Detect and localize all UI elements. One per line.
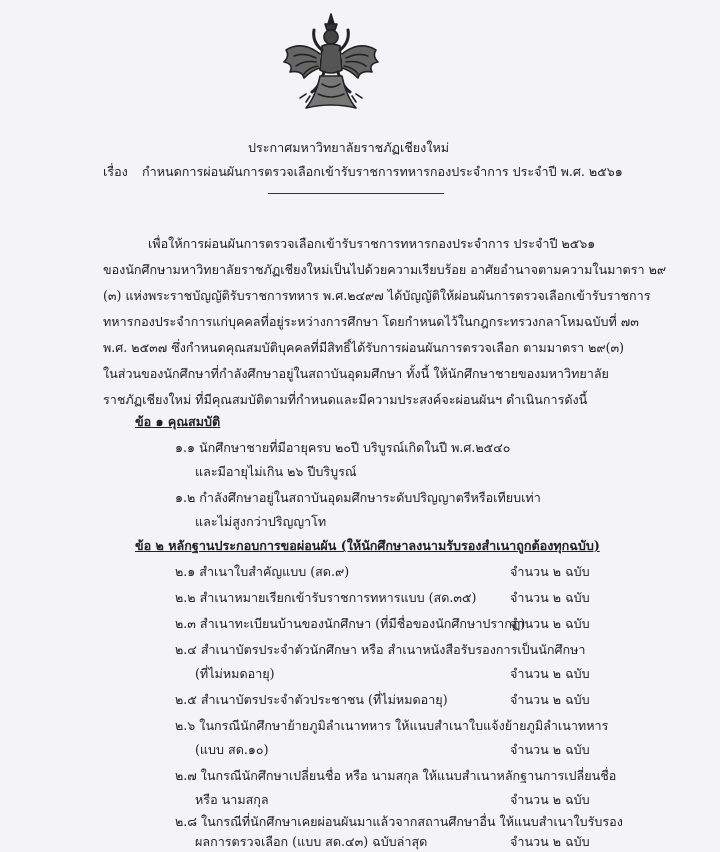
document-item: ๒.๑ สำเนาใบสำคัญแบบ (สด.๙) [175, 564, 350, 579]
document-item: ๒.๓ สำเนาทะเบียนบ้านของนักศึกษา (ที่มีชื่อของนักศึกษาปรากฏ) [175, 616, 526, 631]
preamble-line: ในส่วนของนักศึกษาที่กำลังศึกษาอยู่ในสถาบันอุดมศึกษา ทั้งนี้ ให้นักศึกษาชายของมหาวิทยาลัย [103, 366, 609, 381]
document-item: ๒.๒ สำเนาหมายเรียกเข้ารับราชการทหารแบบ (สด.๓๕) [175, 590, 477, 605]
document-item-count: จำนวน ๒ ฉบับ [510, 616, 590, 631]
garuda-emblem-icon [276, 10, 386, 122]
qualification-item-continued: และไม่สูงกว่าปริญญาโท [195, 514, 327, 529]
document-item-count: จำนวน ๒ ฉบับ [510, 590, 590, 605]
document-item-count: จำนวน ๒ ฉบับ [510, 834, 590, 849]
document-item-continued: (ที่ไม่หมดอายุ) [195, 666, 275, 681]
preamble-line: ทหารกองประจำการแก่บุคคลที่อยู่ระหว่างการศึกษา โดยกำหนดไว้ในกฎกระทรวงกลาโหมฉบับที่ ๗๓ [103, 314, 639, 329]
subject-text: กำหนดการผ่อนผันการตรวจเลือกเข้ารับราชการทหารกองประจำการ ประจำปี พ.ศ. ๒๕๖๑ [142, 164, 623, 179]
section-1-heading: ข้อ ๑ คุณสมบัติ [135, 414, 221, 429]
document-item-continued: หรือ นามสกุล [195, 792, 269, 807]
document-item-continued: (แบบ สด.๑๐) [195, 742, 269, 757]
document-item: ๒.๔ สำเนาบัตรประจำตัวนักศึกษา หรือ สำเนาหนังสือรับรองการเป็นนักศึกษา [175, 642, 586, 657]
title-divider [268, 193, 444, 194]
preamble-line: ของนักศึกษามหาวิทยาลัยราชภัฏเชียงใหม่เป็นไปด้วยความเรียบร้อย อาศัยอำนาจตามความในมาตรา ๒๙ [103, 262, 667, 277]
document-item-count: จำนวน ๒ ฉบับ [510, 792, 590, 807]
qualification-item: ๑.๒ กำลังศึกษาอยู่ในสถาบันอุดมศึกษาระดับปริญญาตรีหรือเทียบเท่า [175, 490, 541, 505]
section-2-heading: ข้อ ๒ หลักฐานประกอบการขอผ่อนผัน (ให้นักศึกษาลงนามรับรองสำเนาถูกต้องทุกฉบับ) [135, 538, 600, 553]
qualification-item: ๑.๑ นักศึกษาชายที่มีอายุครบ ๒๐ปี บริบูรณ์เกิดในปี พ.ศ.๒๕๔๐ [175, 440, 511, 455]
document-item: ๒.๘ ในกรณีที่นักศึกษาเคยผ่อนผันมาแล้วจากสถานศึกษาอื่น ให้แนบสำเนาใบรับรอง [175, 814, 623, 829]
document-item-continued: ผลการตรวจเลือก (แบบ สด.๔๓) ฉบับล่าสุด [195, 834, 428, 849]
preamble-line: เพื่อให้การผ่อนผันการตรวจเลือกเข้ารับราชการทหารกองประจำการ ประจำปี ๒๕๖๑ [148, 236, 596, 251]
subject-label: เรื่อง [103, 164, 128, 179]
document-item: ๒.๖ ในกรณีนักศึกษาย้ายภูมิลำเนาทหาร ให้แนบสำเนาใบแจ้งย้ายภูมิลำเนาทหาร [175, 718, 609, 733]
preamble-line: ราชภัฏเชียงใหม่ ที่มีคุณสมบัติตามที่กำหนดและมีความประสงค์จะผ่อนผันฯ ดำเนินการดังนี้ [103, 392, 588, 407]
preamble-line: พ.ศ. ๒๕๓๗ ซึ่งกำหนดคุณสมบัติบุคคลที่มีสิทธิ์ได้รับการผ่อนผันการตรวจเลือก ตามมาตรา ๒๙(๓) [103, 340, 625, 355]
qualification-item-continued: และมีอายุไม่เกิน ๒๖ ปีบริบูรณ์ [195, 464, 357, 479]
document-item-count: จำนวน ๒ ฉบับ [510, 742, 590, 757]
document-item: ๒.๕ สำเนาบัตรประจำตัวประชาชน (ที่ไม่หมดอายุ) [175, 692, 448, 707]
document-item: ๒.๗ ในกรณีนักศึกษาเปลี่ยนชื่อ หรือ นามสกุล ให้แนบสำเนาหลักฐานการเปลี่ยนชื่อ [175, 768, 617, 783]
document-item-count: จำนวน ๒ ฉบับ [510, 564, 590, 579]
document-item-count: จำนวน ๒ ฉบับ [510, 692, 590, 707]
announcement-title: ประกาศมหาวิทยาลัยราชภัฏเชียงใหม่ [248, 140, 450, 155]
preamble-line: (๓) แห่งพระราชบัญญัติรับราชการทหาร พ.ศ.๒๔๙๗ ได้บัญญัติให้ผ่อนผันการตรวจเลือกเข้ารับราชการ [103, 288, 651, 303]
document-item-count: จำนวน ๒ ฉบับ [510, 666, 590, 681]
